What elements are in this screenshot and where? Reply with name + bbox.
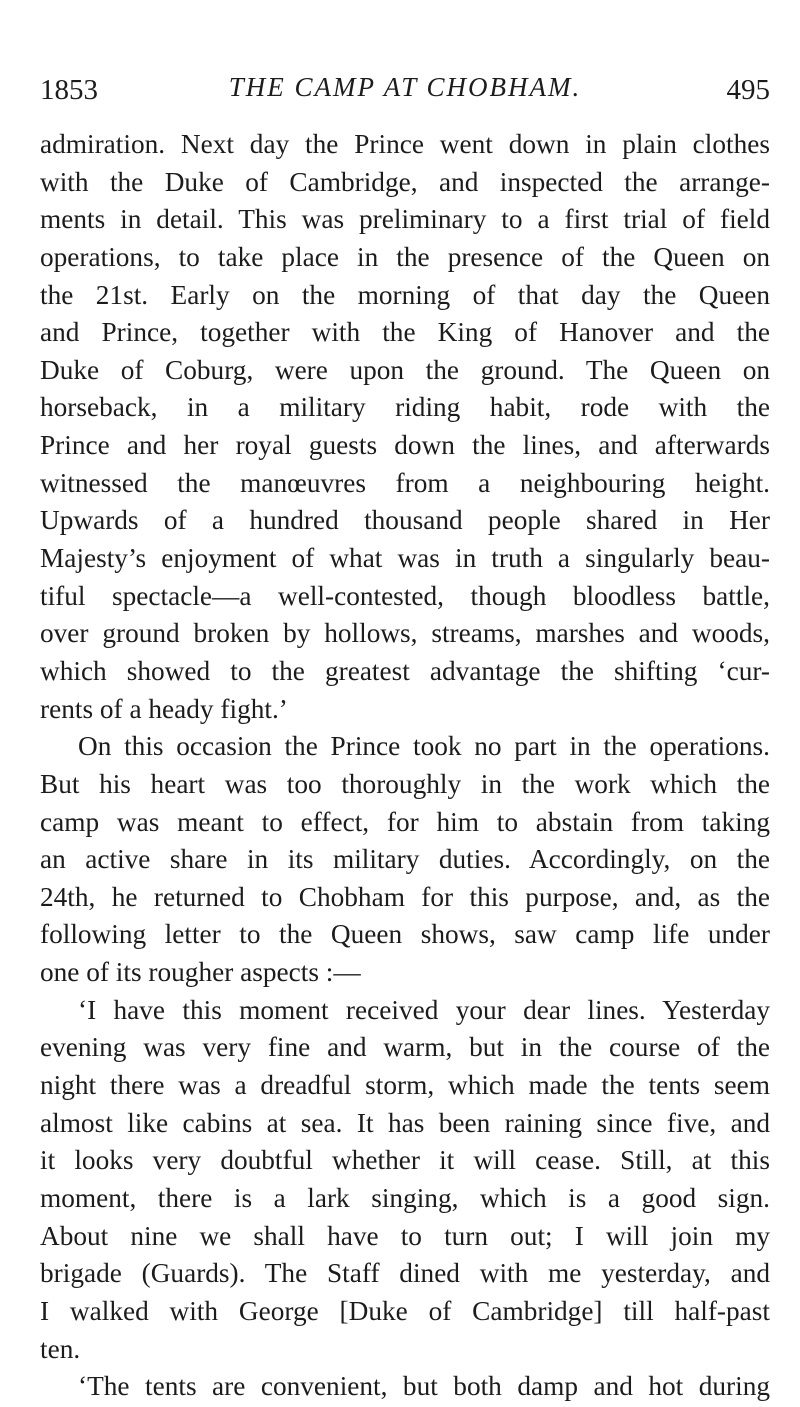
page-number: 495: [726, 74, 770, 106]
text-line: with the Duke of Cambridge, and inspected the arrange-: [40, 166, 770, 197]
text-line: Duke of Coburg, were upon the ground. The Queen on: [40, 354, 770, 385]
text-line: On this occasion the Prince took no part in the operations.: [78, 731, 770, 762]
text-line: ‘I have this moment received your dear lines. Yesterday: [78, 994, 770, 1025]
text-line: horseback, in a military riding habit, rode with the: [40, 392, 770, 423]
text-line: tiful spectacle—a well-contested, though bloodless battle,: [40, 580, 770, 611]
text-line: ments in detail. This was preliminary to a first trial of field: [40, 204, 770, 235]
text-line: almost like cabins at sea. It has been raining since five, and: [40, 1107, 770, 1138]
text-line: which showed to the greatest advantage the shifting ‘cur-: [40, 655, 770, 686]
text-line: About nine we shall have to turn out; I will join my: [40, 1220, 770, 1251]
text-line: following letter to the Queen shows, saw camp life under: [40, 919, 770, 950]
text-line: But his heart was too thoroughly in the work which the: [40, 768, 770, 799]
text-line: and Prince, together with the King of Hanover and the: [40, 317, 770, 348]
text-line: 24th, he returned to Chobham for this purpose, and, as the: [40, 881, 770, 912]
text-line: witnessed the manœuvres from a neighbouring height.: [40, 467, 770, 498]
running-head: [40, 68, 770, 112]
text-line: admiration. Next day the Prince went down in plain clothes: [40, 129, 770, 159]
text-line: the 21st. Early on the morning of that day the Queen: [40, 279, 770, 310]
text-line: rents of a heady fight.’: [40, 693, 288, 724]
text-line: Upwards of a hundred thousand people shared in Her: [40, 505, 770, 536]
text-line: operations, to take place in the presence of the Queen on: [40, 241, 770, 272]
text-line: camp was meant to effect, for him to abstain from taking: [40, 806, 770, 837]
text-line: ten.: [40, 1333, 81, 1364]
text-line: Majesty’s enjoyment of what was in truth a singularly beau-: [40, 543, 770, 574]
running-head-year: 1853: [40, 74, 98, 106]
text-line: night there was a dreadful storm, which made the tents seem: [40, 1070, 770, 1101]
text-line: evening was very fine and warm, but in the course of the: [40, 1032, 770, 1063]
text-line: I walked with George [Duke of Cambridge] till half-past: [40, 1295, 770, 1326]
body-text: [40, 126, 770, 1406]
running-head-title: THE CAMP AT CHOBHAM.: [228, 72, 582, 102]
text-line: moment, there is a lark singing, which is a good sign.: [40, 1182, 770, 1213]
text-line: it looks very doubtful whether it will cease. Still, at this: [40, 1145, 770, 1176]
text-line: Prince and her royal guests down the lines, and afterwards: [40, 430, 770, 461]
text-line: an active share in its military duties. Accordingly, on the: [40, 844, 770, 875]
text-line: ‘The tents are convenient, but both damp and hot during: [78, 1371, 770, 1402]
text-line: brigade (Guards). The Staff dined with me yesterday, and: [40, 1258, 770, 1289]
text-line: one of its rougher aspects :—: [40, 957, 361, 988]
text-line: over ground broken by hollows, streams, marshes and woods,: [40, 618, 770, 649]
